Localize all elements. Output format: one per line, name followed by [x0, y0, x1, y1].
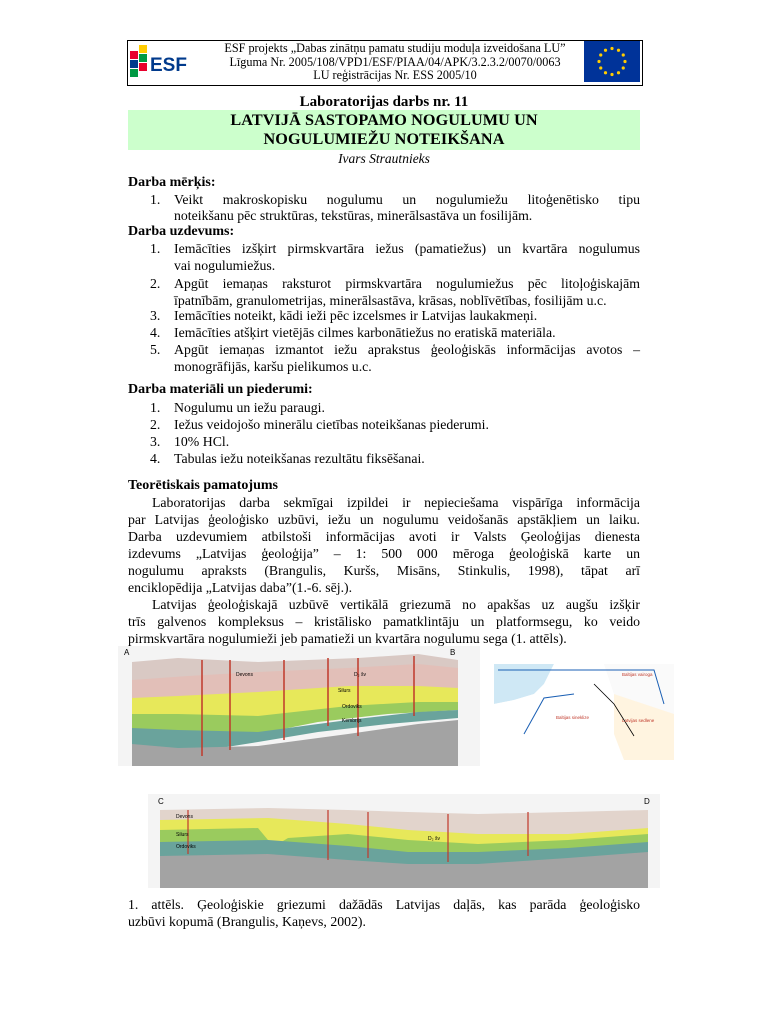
paragraph-line: nogulumu apraksts (Brangulis, Kuršs, Misāns, Stinkulis, 1998), tāpat arī: [128, 563, 640, 578]
paragraph-line: par Latvijas ģeoloģisko uzbūvi, iežu un nogulumu veidošanās apstākļiem un laiku.: [128, 512, 640, 527]
star-icon: [599, 66, 602, 69]
header-line: LU reģistrācijas Nr. ESS 2005/10: [313, 68, 477, 82]
svg-text:Ordoviks: Ordoviks: [176, 844, 196, 850]
svg-text:D₂ šv: D₂ šv: [354, 672, 366, 678]
header-line: Līguma Nr. 2005/108/VPD1/ESF/PIAA/04/APK/3.2.3.2/0070/0063: [229, 54, 561, 69]
svg-text:C: C: [158, 797, 164, 806]
svg-text:Baltijas sineklize: Baltijas sineklize: [556, 715, 590, 720]
list-item-line: Iemācīties izšķirt pirmskvartāra iežus (pamatiežus) un kvartāra nogulumus: [174, 241, 640, 256]
header-text: [210, 42, 580, 83]
paragraph-line: pirmskvartāra nogulumieži jeb pamatieži un kvartāra nogulumu sega (1. attēls).: [128, 631, 567, 646]
list-number: 3.: [150, 434, 161, 449]
paragraph-line: Latvijas ģeoloģiskajā uzbūvē vertikālā griezumā no apakšas uz augšu izšķir: [152, 597, 640, 612]
svg-text:Silurs: Silurs: [338, 688, 351, 694]
cross-section-ab: [118, 646, 480, 766]
caption-line: 1. attēls. Ģeoloģiskie griezumi dažādās Latvijas daļās, kas parāda ģeoloģisko: [128, 897, 640, 912]
paragraph-line: izdevums „Latvijas ģeoloģija” – 1: 500 000 mēroga ģeoloģiskā karte un: [128, 546, 640, 561]
list-number: 4.: [150, 451, 161, 466]
list-number: 3.: [150, 308, 161, 323]
star-icon: [610, 47, 613, 50]
paragraph-line: Darba uzdevumiem atbilstoši informācijas avoti ir Valsts Ģeoloģijas dienesta: [128, 529, 640, 544]
svg-text:Silurs: Silurs: [176, 832, 189, 838]
list-item-line: Veikt makroskopisku nogulumu un nogulumiežu litoģenētisko tipu: [174, 192, 640, 207]
theory-heading: Teorētiskais pamatojums: [128, 478, 278, 493]
list-number: 1.: [150, 192, 161, 207]
svg-text:D₂ šv: D₂ šv: [428, 836, 440, 842]
paragraph-line: Laboratorijas darba sekmīgai izpildei ir nepieciešama vispārīga informācija: [152, 495, 640, 510]
star-icon: [604, 71, 607, 74]
list-number: 1.: [150, 241, 161, 256]
title-line-1: LATVIJĀ SASTOPAMO NOGULUMU UN: [230, 111, 538, 129]
cross-section-cd: [148, 794, 660, 888]
header-line: ESF projekts „Dabas zinātņu pamatu studiju moduļa izveidošana LU”: [224, 41, 566, 55]
svg-text:D: D: [644, 797, 650, 806]
svg-text:Ordoviks: Ordoviks: [342, 704, 362, 710]
list-number: 1.: [150, 400, 161, 415]
svg-text:Baltijas vairoga: Baltijas vairoga: [622, 672, 653, 677]
list-item-line: monogrāfijās, karšu pielikumos u.c.: [174, 359, 372, 374]
list-number: 4.: [150, 325, 161, 340]
eu-flag-icon: [584, 41, 640, 82]
figure-caption: [128, 896, 640, 930]
list-item-line: vai nogulumiežus.: [174, 258, 276, 273]
svg-text:Kembrijs: Kembrijs: [342, 718, 362, 724]
star-icon: [604, 49, 607, 52]
list-item-line: Tabulas iežu noteikšanas rezultātu fiksēšanai.: [174, 451, 425, 466]
svg-text:Devons: Devons: [236, 672, 253, 678]
location-map: [494, 664, 674, 760]
svg-text:B: B: [450, 648, 456, 657]
list-number: 2.: [150, 276, 161, 291]
star-icon: [622, 66, 625, 69]
caption-line: uzbūvi kopumā (Brangulis, Kaņevs, 2002).: [128, 914, 366, 929]
list-item-line: Iemācīties noteikt, kādi ieži pēc izcelsmes ir Latvijas laukakmeņi.: [174, 308, 538, 323]
tasks-heading: Darba uzdevums:: [128, 224, 235, 239]
materials-heading: Darba materiāli un piederumi:: [128, 382, 313, 397]
paragraph-line: trīs galvenos kompleksus – kristālisko pamatklintāju un platformsegu, ko veido: [128, 614, 640, 629]
svg-text:Devons: Devons: [176, 814, 193, 820]
list-item-line: noteikšanu pēc struktūras, tekstūras, minerālsastāva un fosilijām.: [174, 208, 533, 223]
list-item-line: Nogulumu un iežu paraugi.: [174, 400, 325, 415]
esf-logo: [128, 43, 202, 81]
list-item-line: 10% HCl.: [174, 434, 230, 449]
list-item-line: īpatnībām, granulometrijas, minerālsastāva, krāsas, noblīvētības, fosilijām u.c.: [174, 293, 607, 308]
list-item-line: Apgūt iemaņas izmantot iežu aprakstus ģeoloģiskās informācijas avotos –: [174, 342, 640, 357]
star-icon: [599, 53, 602, 56]
list-number: 5.: [150, 342, 161, 357]
star-icon: [622, 53, 625, 56]
lab-number: Laboratorijas darbs nr. 11: [299, 94, 469, 110]
paragraph-line: enciklopēdija „Latvijas daba”(1.-6. sēj.).: [128, 580, 353, 595]
goal-heading: Darba mērķis:: [128, 175, 216, 190]
list-item-line: Iemācīties atšķirt vietējās cilmes karbonātiežus no eratiskā materiāla.: [174, 325, 556, 340]
star-icon: [610, 73, 613, 76]
list-item-line: Iežus veidojošo minerālu cietības noteikšanas piederumi.: [174, 417, 489, 432]
svg-text:A: A: [124, 648, 130, 657]
title-line-2: NOGULUMIEŽU NOTEIKŠANA: [263, 130, 505, 148]
author: Ivars Strautnieks: [338, 151, 430, 166]
list-number: 2.: [150, 417, 161, 432]
star-icon: [617, 71, 620, 74]
svg-text:ESF: ESF: [150, 55, 187, 76]
star-icon: [623, 60, 626, 63]
list-item-line: Apgūt iemaņas raksturot pirmskvartāra nogulumiežus pēc litoļoģiskajām: [174, 276, 640, 291]
star-icon: [597, 60, 600, 63]
svg-text:Latvijas sedlene: Latvijas sedlene: [622, 718, 655, 723]
star-icon: [617, 49, 620, 52]
